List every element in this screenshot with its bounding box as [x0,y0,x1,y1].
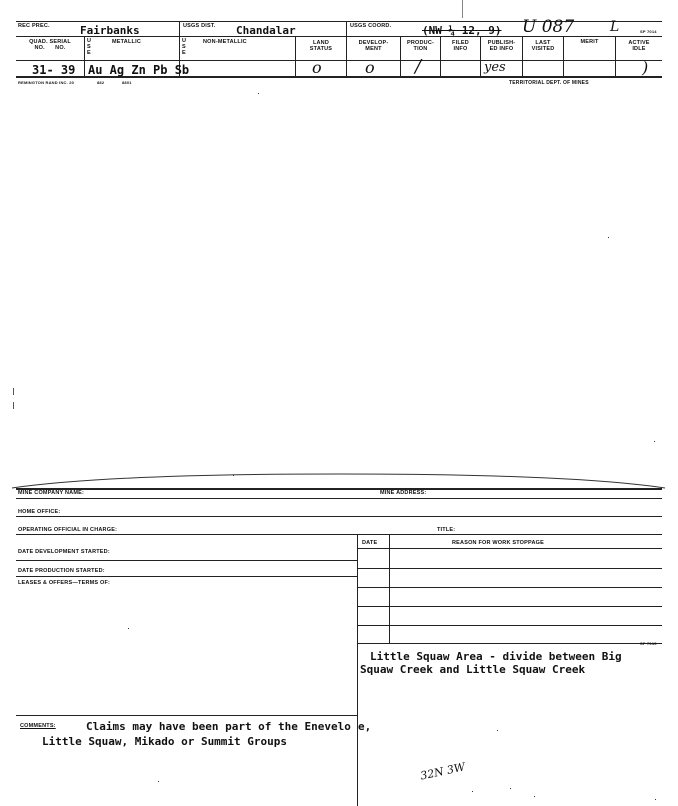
rec-prec-label: REC PREC. [18,23,50,29]
divider [389,534,390,643]
active-idle-value: ) [642,58,649,77]
mine-company-label: MINE COMPANY NAME: [18,490,85,496]
rule [16,715,357,716]
rule [357,568,662,569]
scan-speck [158,781,159,782]
col-metallic-prefix: U S E [87,38,92,56]
printer-line: REMINGTON RAND INC. 20 [18,80,75,85]
rule [357,587,662,588]
divider [84,36,85,77]
col-published-info: PUBLISH- ED INFO [487,40,516,52]
margin-mark [462,0,463,18]
quad-serial-value: 31- 39 [32,63,76,77]
rule [16,534,662,535]
col-filed-info: FILED INFO [452,40,469,52]
usgs-coord-handwritten: U 087 [522,17,575,37]
scan-mark [13,388,14,395]
stoppage-reason-header: REASON FOR WORK STOPPAGE [452,540,544,546]
rule [357,606,662,607]
form-code-bottom: SP 7015 [640,641,657,646]
comments-line2: Little Squaw, Mikado or Summit Groups [42,735,288,748]
rule [16,60,662,61]
scan-speck [497,730,498,731]
production-value: / [415,56,422,77]
stoppage-date-header: DATE [362,540,378,546]
col-merit: MERIT [580,39,599,45]
rule [16,576,357,577]
col-last-visited: LAST VISITED [531,40,555,52]
col-non-metallic-prefix: U S E [182,38,187,56]
scan-speck [128,628,129,629]
usgs-coord-struck: (NW ¼ 12, 9) [422,24,502,37]
col-non-metallic: NON-METALLIC [203,39,247,45]
scan-speck [608,237,609,238]
rule [16,560,357,561]
date-production-label: DATE PRODUCTION STARTED: [18,568,105,574]
divider [357,534,358,806]
date-development-label: DATE DEVELOPMENT STARTED: [18,549,110,555]
col-land-status: LAND STATUS [309,40,333,52]
rule [16,498,662,499]
usgs-dist-label: USGS DIST. [183,23,216,29]
rule [357,643,662,644]
divider [346,21,347,36]
leases-label: LEASES & OFFERS—TERMS OF: [18,580,111,586]
location-note-line1: Little Squaw Area - divide between Big [370,650,622,663]
scan-speck [654,441,655,442]
col-active-idle: ACTIVE IDLE [628,40,650,52]
rule [16,516,662,517]
land-status-value: o [312,58,322,77]
published-info-value: yes [484,60,506,75]
rec-prec-value: Fairbanks [80,24,140,37]
dept-line: TERRITORIAL DEPT. OF MINES [509,80,589,86]
development-value: o [365,58,375,77]
scan-speck [472,791,473,792]
scan-speck [655,799,656,800]
usgs-coord-suffix: L [610,19,620,35]
col-development: DEVELOP- MENT [358,40,389,52]
mine-address-label: MINE ADDRESS: [380,490,427,496]
metals-value: Au Ag Zn Pb Sb [88,63,190,77]
rule [357,548,662,549]
col-quad-serial: QUAD. SERIAL NO. NO. [29,39,71,51]
divider [179,21,180,36]
scan-mark [13,402,14,409]
home-office-label: HOME OFFICE: [18,509,61,515]
col-production: PRODUC- TION [406,40,435,52]
usgs-coord-label: USGS COORD. [350,23,392,29]
comments-line1-end: e, [358,720,372,733]
operating-official-label: OPERATING OFFICIAL IN CHARGE: [18,527,118,533]
comments-label: COMMENTS: [20,723,56,729]
col-metallic: METALLIC [112,39,141,45]
printer-number: 8801 [122,80,132,85]
scan-speck [534,796,535,797]
handwritten-township-note: 32N 3W [419,760,467,783]
scan-speck [510,788,511,789]
form-code-top: SP 7014 [640,29,657,34]
location-note-line2: Squaw Creek and Little Squaw Creek [360,663,586,676]
comments-line1: Claims may have been part of the Enevelo [86,720,351,733]
scan-speck [258,93,259,94]
rule [16,488,662,490]
printer-number: 882 [97,80,105,85]
rule [357,625,662,626]
usgs-dist-value: Chandalar [236,24,296,37]
title-label: TITLE: [437,527,456,533]
